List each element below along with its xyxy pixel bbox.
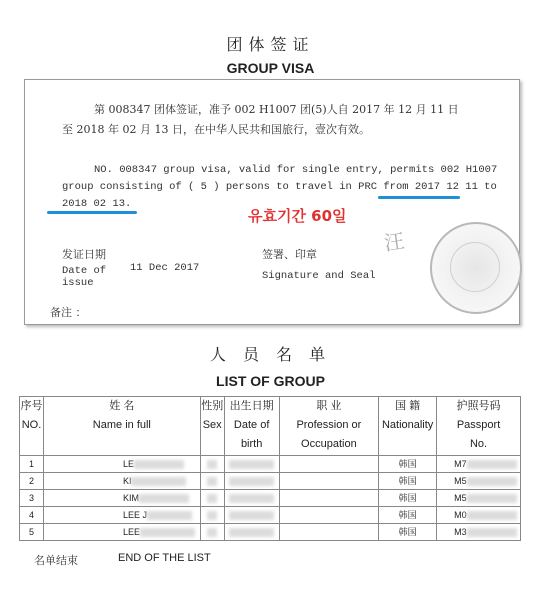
row-name: LEE J bbox=[43, 507, 200, 524]
table-row bbox=[20, 456, 521, 473]
redaction bbox=[134, 460, 184, 469]
visa-title-cn: 团体签证 bbox=[226, 35, 315, 54]
row-passport: M0 bbox=[437, 507, 521, 524]
header-nationality: 国 籍 Nationality bbox=[379, 397, 437, 456]
signature-label-cn: 签署、印章 bbox=[262, 248, 317, 261]
header-name: 姓 名 Name in full bbox=[43, 397, 200, 456]
row-birth bbox=[224, 473, 279, 490]
table-header-row bbox=[20, 397, 521, 456]
redaction bbox=[131, 477, 186, 486]
row-occupation bbox=[279, 507, 379, 524]
row-passport: M5 bbox=[437, 490, 521, 507]
official-seal bbox=[430, 222, 522, 314]
header-sex: 性别 Sex bbox=[200, 397, 224, 456]
issue-date-label-cn: 发证日期 bbox=[62, 248, 106, 261]
row-no: 4 bbox=[20, 507, 44, 524]
signature-mark: 汪 bbox=[382, 228, 406, 256]
row-birth bbox=[224, 524, 279, 541]
row-name: KIM bbox=[43, 490, 200, 507]
redaction bbox=[139, 494, 189, 503]
row-no: 2 bbox=[20, 473, 44, 490]
header-passport: 护照号码 Passport No. bbox=[437, 397, 521, 456]
table-row bbox=[20, 473, 521, 490]
visa-en-line-2: group consisting of ( 5 ) persons to travel in PRC from 2017 12 11 to bbox=[62, 181, 497, 193]
issue-date-value: 11 Dec 2017 bbox=[130, 262, 200, 274]
group-list-table bbox=[19, 396, 521, 541]
date-start-highlight bbox=[378, 196, 460, 199]
row-sex bbox=[200, 507, 224, 524]
row-sex bbox=[200, 524, 224, 541]
row-no: 1 bbox=[20, 456, 44, 473]
header-occupation: 职 业 Profession or Occupation bbox=[279, 397, 379, 456]
row-name: KI bbox=[43, 473, 200, 490]
row-name: LEE bbox=[43, 524, 200, 541]
row-nationality: 韩国 bbox=[379, 473, 437, 490]
list-title-en: LIST OF GROUP bbox=[216, 373, 325, 389]
validity-note: 유효기간 60일 bbox=[248, 207, 347, 225]
row-no: 3 bbox=[20, 490, 44, 507]
row-occupation bbox=[279, 456, 379, 473]
row-sex bbox=[200, 490, 224, 507]
row-name: LE bbox=[43, 456, 200, 473]
signature-label-en: Signature and Seal bbox=[262, 270, 376, 282]
visa-cn-line-1: 第 008347 团体签证，准予 002 H1007 团(5)人自 2017 年 12 月 11 日 bbox=[94, 103, 459, 116]
date-end-highlight bbox=[47, 211, 137, 214]
row-birth bbox=[224, 490, 279, 507]
remarks-label: 备注 ： bbox=[50, 306, 87, 319]
visa-en-line-1: NO. 008347 group visa, valid for single entry, permits 002 H1007 bbox=[94, 164, 498, 176]
visa-en-line-3: 2018 02 13. bbox=[62, 198, 132, 210]
table-row bbox=[20, 507, 521, 524]
row-passport: M5 bbox=[437, 473, 521, 490]
end-of-list-en: END OF THE LIST bbox=[118, 552, 211, 564]
row-sex bbox=[200, 456, 224, 473]
row-no: 5 bbox=[20, 524, 44, 541]
table-row bbox=[20, 524, 521, 541]
row-birth bbox=[224, 507, 279, 524]
visa-title-en: GROUP VISA bbox=[226, 60, 315, 76]
row-passport: M3 bbox=[437, 524, 521, 541]
header-birth: 出生日期 Date of birth bbox=[224, 397, 279, 456]
visa-cn-line-2: 至 2018 年 02 月 13 日，在中华人民共和国旅行，壹次有效。 bbox=[62, 123, 370, 136]
row-nationality: 韩国 bbox=[379, 507, 437, 524]
end-of-list-cn: 名单结束 bbox=[34, 554, 78, 567]
row-occupation bbox=[279, 524, 379, 541]
row-sex bbox=[200, 473, 224, 490]
table-row bbox=[20, 490, 521, 507]
row-occupation bbox=[279, 473, 379, 490]
row-nationality: 韩国 bbox=[379, 490, 437, 507]
redaction bbox=[140, 528, 195, 537]
issue-date-label-en-2: issue bbox=[62, 277, 94, 289]
issue-date-label-en-1: Date of bbox=[62, 265, 107, 277]
row-occupation bbox=[279, 490, 379, 507]
row-nationality: 韩国 bbox=[379, 524, 437, 541]
header-no: 序号 NO. bbox=[20, 397, 44, 456]
row-passport: M7 bbox=[437, 456, 521, 473]
redaction bbox=[147, 511, 192, 520]
row-birth bbox=[224, 456, 279, 473]
list-title-cn: 人 员 名 单 bbox=[209, 345, 332, 364]
row-nationality: 韩国 bbox=[379, 456, 437, 473]
